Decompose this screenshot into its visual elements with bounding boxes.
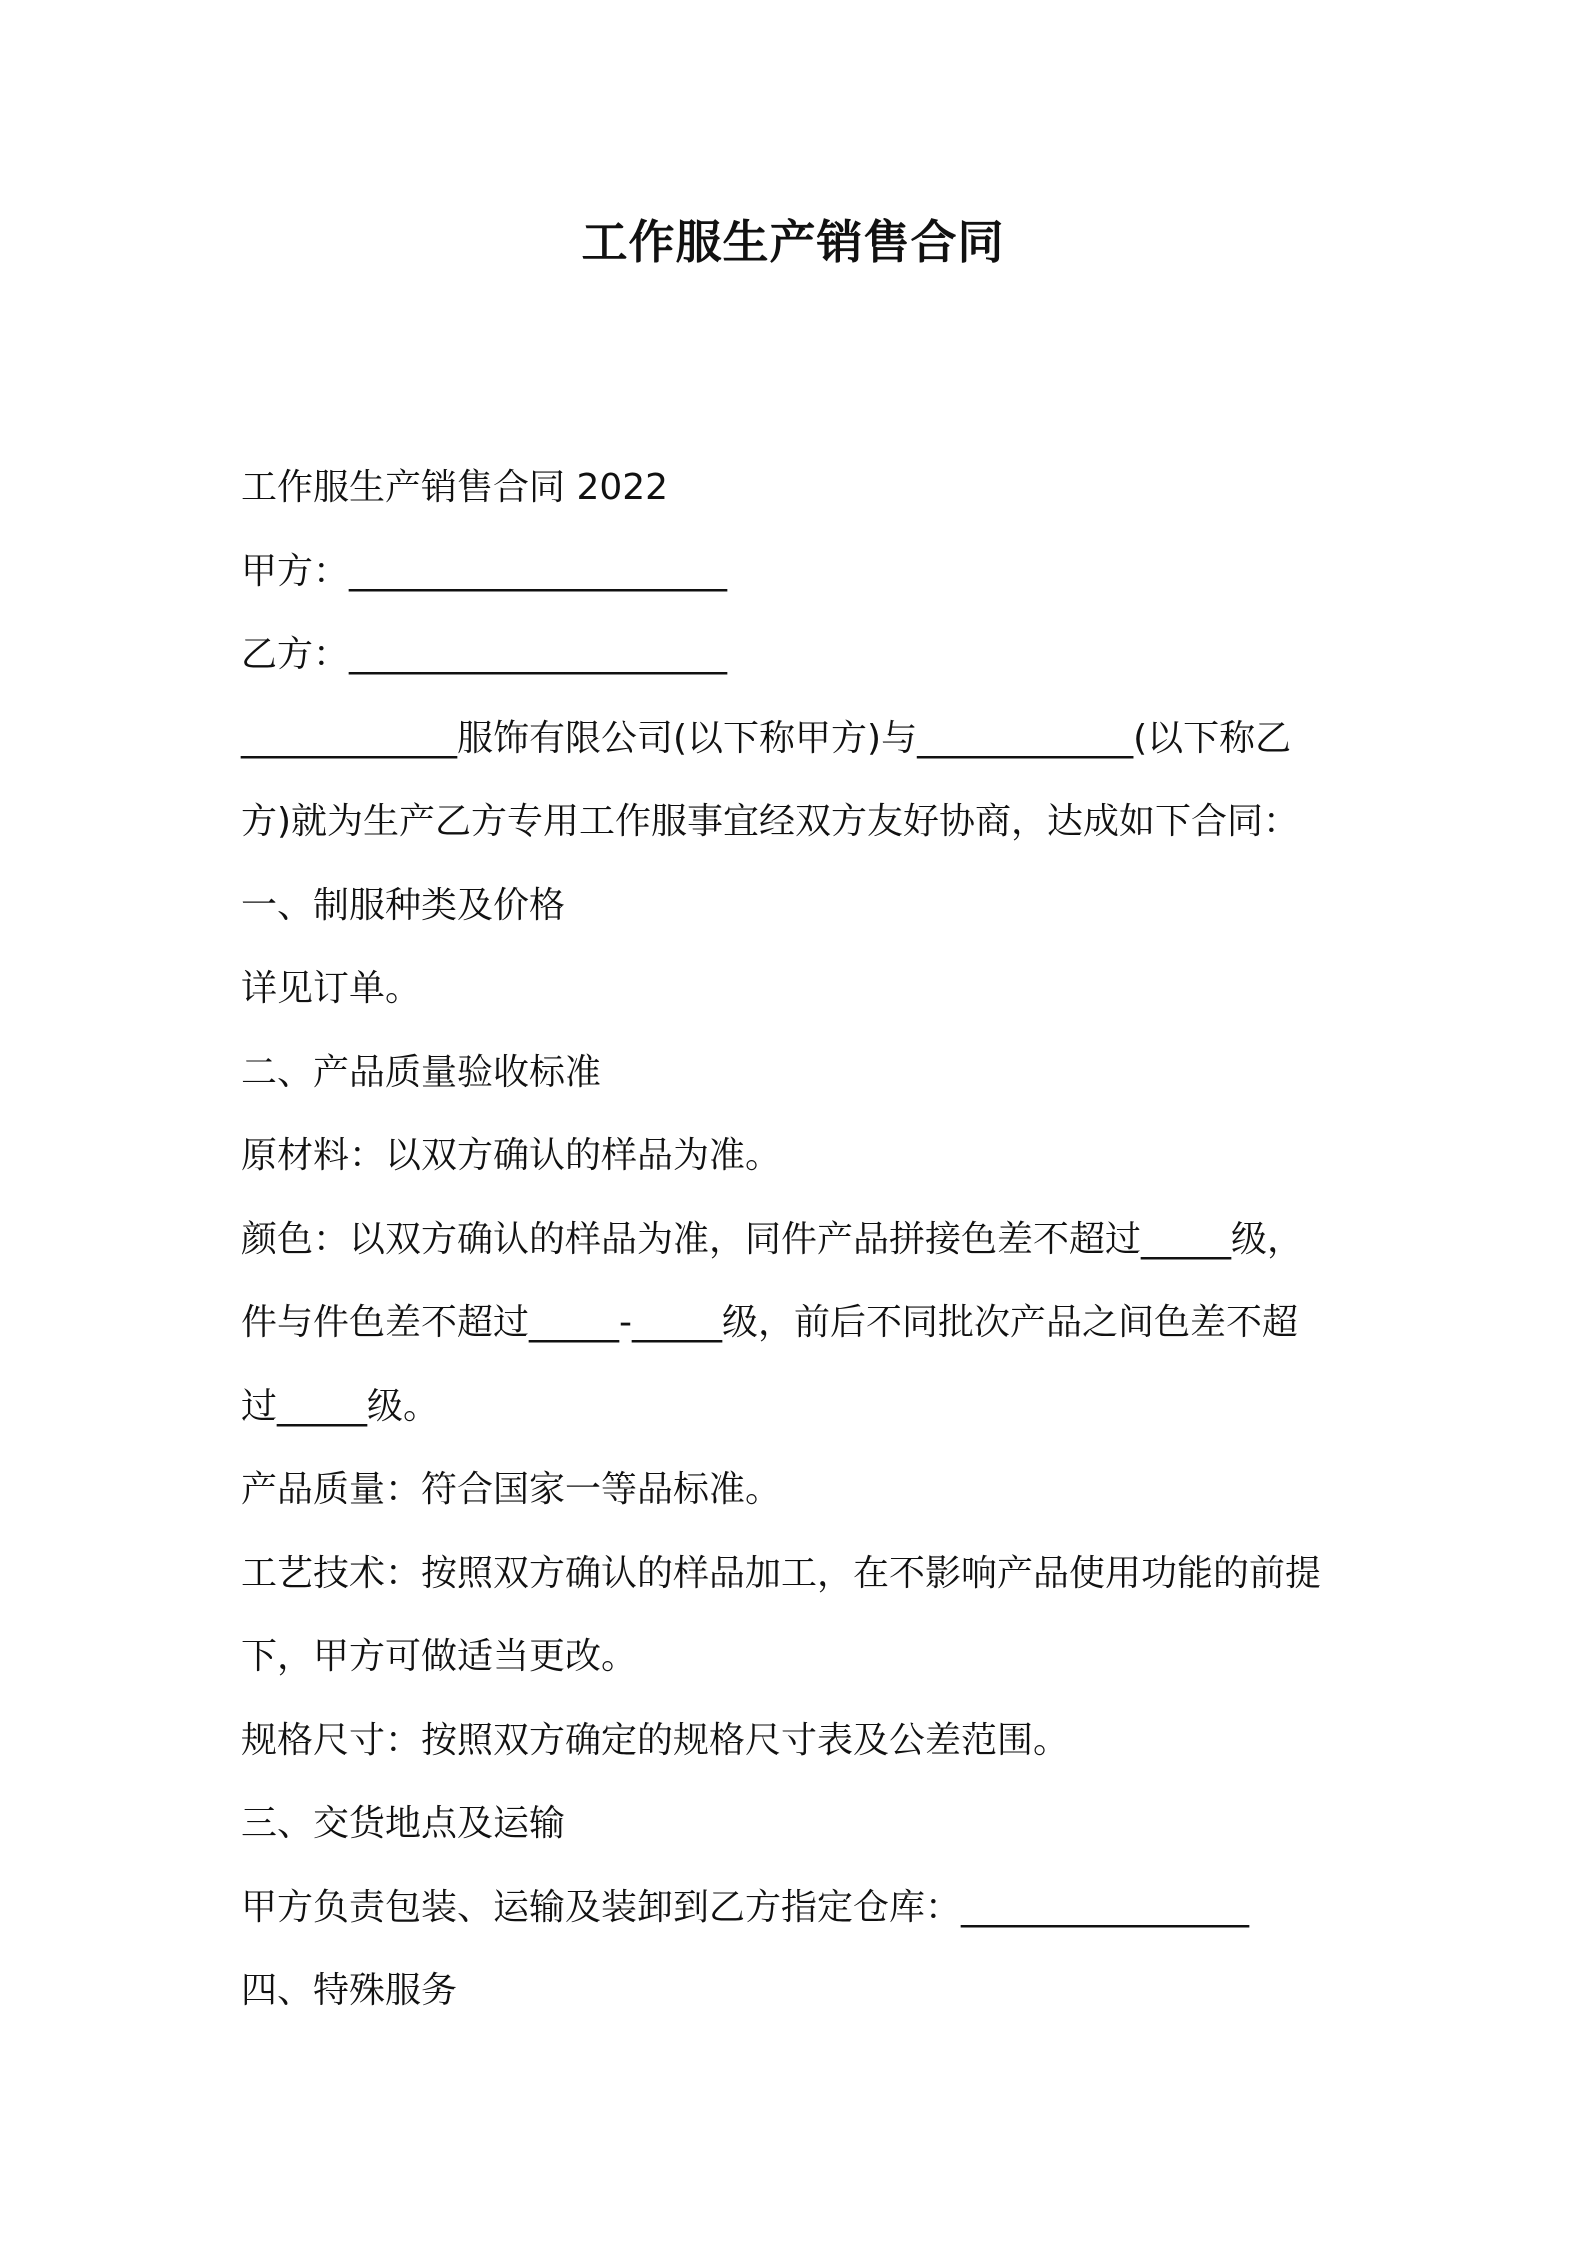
document-title: 工作服生产销售合同 [581, 215, 1005, 269]
color-line-2: 件与件色差不超过_____-_____级，前后不同批次产品之间色差不超 [241, 1302, 1298, 1343]
color-line-1: 颜色：以双方确认的样品为准，同件产品拼接色差不超过_____级， [241, 1218, 1304, 1260]
craft-line-1: 工艺技术：按照双方确认的样品加工，在不影响产品使用功能的前提 [241, 1552, 1322, 1594]
document-body [241, 446, 1361, 2033]
size-line: 规格尺寸：按照双方确定的规格尺寸表及公差范围。 [241, 1719, 1070, 1761]
raw-material-line: 原材料：以双方确认的样品为准。 [241, 1135, 782, 1176]
section-heading-4: 四、特殊服务 [241, 1970, 458, 2011]
delivery-line: 甲方负责包装、运输及装卸到乙方指定仓库：________________ [241, 1886, 1250, 1928]
party-a-line: 甲方：_____________________ [241, 550, 728, 592]
party-b-line: 乙方：_____________________ [241, 634, 728, 675]
section-1-text: 详见订单。 [241, 968, 422, 1009]
subtitle-line: 工作服生产销售合同 2022 [241, 467, 669, 508]
color-line-3: 过_____级。 [241, 1385, 440, 1427]
section-heading-1: 一、制服种类及价格 [241, 884, 566, 926]
section-heading-3: 三、交货地点及运输 [241, 1803, 566, 1844]
quality-line: 产品质量：符合国家一等品标准。 [241, 1469, 782, 1510]
craft-line-2: 下，甲方可做适当更改。 [241, 1636, 638, 1677]
intro-line-2: 方)就为生产乙方专用工作服事宜经双方友好协商，达成如下合同： [241, 801, 1300, 842]
intro-line-1: ____________服饰有限公司(以下称甲方)与____________(以下称乙 [241, 717, 1292, 759]
section-heading-2: 二、产品质量验收标准 [241, 1051, 602, 1093]
